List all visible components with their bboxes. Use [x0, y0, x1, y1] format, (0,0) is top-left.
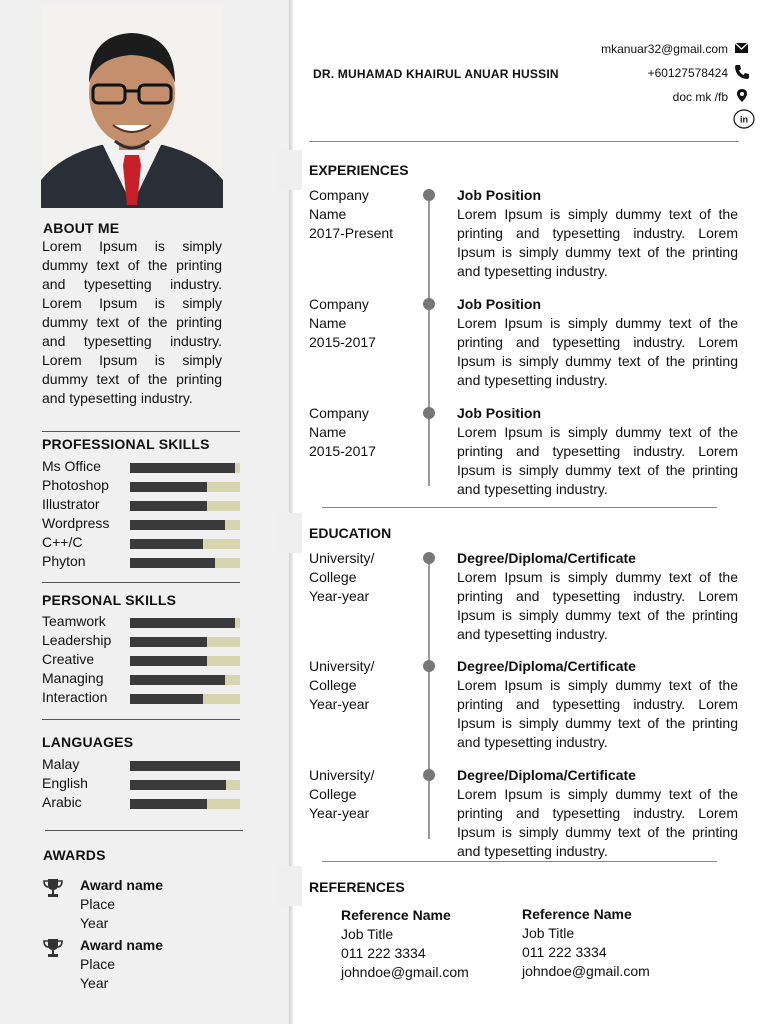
candidate-name: DR. MUHAMAD KHAIRUL ANUAR HUSSIN — [313, 67, 559, 81]
education-school: University/ — [309, 658, 375, 674]
skill-level-bar — [130, 675, 240, 685]
reference-job-title: Job Title — [341, 926, 394, 942]
profile-photo — [41, 5, 223, 208]
skill-row — [42, 515, 242, 534]
experiences-company2: Name — [309, 206, 347, 222]
award-place: Place — [80, 956, 116, 972]
education-period: Year-year — [309, 588, 370, 604]
divider — [42, 719, 240, 720]
skill-level-fill — [130, 780, 226, 790]
experiences-entry-detail — [457, 404, 738, 499]
skill-level-fill — [130, 463, 235, 473]
linkedin-icon[interactable] — [733, 109, 755, 129]
skill-level-bar — [130, 558, 240, 568]
award-name: Award name — [80, 877, 163, 893]
email-text[interactable]: mkanuar32@gmail.com — [601, 42, 728, 56]
education-period: Year-year — [309, 805, 370, 821]
skill-row — [42, 689, 242, 708]
education-entry-meta — [309, 657, 419, 714]
about-text: Lorem Ipsum is simply dummy text of the printing and typesetting industry. Lorem Ipsum is simply dummy text of the printing and typesetting industry. Lorem Ipsum is simply dummy text of the printing and typesetting industry. — [42, 238, 222, 406]
skill-level-fill — [130, 675, 225, 685]
professional-skills-title: PROFESSIONAL SKILLS — [42, 436, 210, 452]
skill-row — [42, 613, 242, 632]
experiences-entry-meta — [309, 404, 419, 461]
header-divider — [309, 141, 739, 142]
award-year: Year — [80, 975, 109, 991]
skill-level-fill — [130, 656, 207, 666]
skill-row — [42, 458, 242, 477]
divider — [42, 431, 240, 432]
divider — [45, 830, 243, 831]
skill-name: Wordpress — [42, 515, 110, 531]
education-degree: Degree/Diploma/Certificate — [457, 658, 636, 674]
skill-level-bar — [130, 520, 240, 530]
experiences-position: Job Position — [457, 187, 541, 203]
skill-name: Illustrator — [42, 496, 100, 512]
skill-level-fill — [130, 618, 235, 628]
skill-level-fill — [130, 539, 203, 549]
timeline-dot — [423, 407, 435, 419]
education-school2: College — [309, 786, 357, 802]
timeline-dot — [423, 298, 435, 310]
award-place: Place — [80, 896, 116, 912]
experiences-entry-meta — [309, 186, 419, 243]
skill-name: Managing — [42, 670, 104, 686]
skill-name: Creative — [42, 651, 95, 667]
experiences-company2: Name — [309, 424, 347, 440]
skill-row — [42, 794, 242, 813]
experiences-description: Lorem Ipsum is simply dummy text of the printing and typesetting industry. Lorem Ipsum is simply dummy text of the printing and typesetting industry. — [457, 315, 738, 388]
education-entry-meta — [309, 549, 419, 606]
skill-name: Leadership — [42, 632, 112, 648]
experience-timeline — [428, 193, 430, 486]
skill-level-fill — [130, 501, 207, 511]
skill-level-bar — [130, 761, 240, 771]
skill-name: Teamwork — [42, 613, 106, 629]
skill-name: Ms Office — [42, 458, 101, 474]
experiences-description: Lorem Ipsum is simply dummy text of the printing and typesetting industry. Lorem Ipsum is simply dummy text of the printing and typesetting industry. — [457, 424, 738, 497]
experiences-period: 2015-2017 — [309, 334, 376, 350]
skill-name: Malay — [42, 756, 80, 772]
award-name: Award name — [80, 937, 163, 953]
skill-level-fill — [130, 482, 207, 492]
experiences-period: 2015-2017 — [309, 443, 376, 459]
experiences-company: Company — [309, 405, 369, 421]
reference-name: Reference Name — [522, 906, 632, 922]
experiences-entry-detail — [457, 186, 738, 281]
experiences-period: 2017-Present — [309, 225, 394, 241]
experiences-description: Lorem Ipsum is simply dummy text of the printing and typesetting industry. Lorem Ipsum is simply dummy text of the printing and typesetting industry. — [457, 206, 738, 279]
section-tab — [276, 150, 302, 190]
skill-level-bar — [130, 463, 240, 473]
reference-phone: 011 222 3334 — [522, 944, 607, 960]
divider — [42, 582, 240, 583]
experiences-company: Company — [309, 296, 369, 312]
education-school2: College — [309, 677, 357, 693]
envelope-icon — [734, 40, 750, 56]
skill-name: Phyton — [42, 553, 86, 569]
skill-level-fill — [130, 637, 207, 647]
personal-skills-title: PERSONAL SKILLS — [42, 592, 177, 608]
location-text[interactable]: doc mk /fb — [672, 90, 728, 104]
skill-row — [42, 670, 242, 689]
skill-level-fill — [130, 520, 225, 530]
education-school: University/ — [309, 550, 375, 566]
skill-level-bar — [130, 482, 240, 492]
skill-level-fill — [130, 799, 207, 809]
skill-name: English — [42, 775, 88, 791]
skill-row — [42, 477, 242, 496]
education-school: University/ — [309, 767, 375, 783]
education-title: EDUCATION — [309, 525, 392, 541]
experiences-position: Job Position — [457, 296, 541, 312]
skill-row — [42, 651, 242, 670]
timeline-dot — [423, 769, 435, 781]
trophy-icon — [42, 937, 64, 959]
skill-row — [42, 632, 242, 651]
section-tab — [276, 866, 302, 906]
skill-level-bar — [130, 656, 240, 666]
award-item — [80, 936, 163, 993]
education-description: Lorem Ipsum is simply dummy text of the printing and typesetting industry. Lorem Ipsum is simply dummy text of the printing and typesetting industry. — [457, 786, 738, 859]
skill-level-bar — [130, 539, 240, 549]
skill-name: C++/C — [42, 534, 83, 550]
experiences-company2: Name — [309, 315, 347, 331]
skill-level-bar — [130, 501, 240, 511]
skill-level-fill — [130, 694, 203, 704]
reference-item — [341, 906, 469, 982]
skill-name: Arabic — [42, 794, 82, 810]
experiences-title: EXPERIENCES — [309, 162, 409, 178]
education-school2: College — [309, 569, 357, 585]
experiences-company: Company — [309, 187, 369, 203]
timeline-dot — [423, 189, 435, 201]
education-description: Lorem Ipsum is simply dummy text of the printing and typesetting industry. Lorem Ipsum is simply dummy text of the printing and typesetting industry. — [457, 677, 738, 750]
timeline-dot — [423, 660, 435, 672]
skill-name: Photoshop — [42, 477, 109, 493]
about-title: ABOUT ME — [43, 220, 120, 236]
reference-job-title: Job Title — [522, 925, 575, 941]
education-degree: Degree/Diploma/Certificate — [457, 550, 636, 566]
skill-name: Interaction — [42, 689, 108, 705]
experiences-entry-meta — [309, 295, 419, 352]
languages-title: LANGUAGES — [42, 734, 134, 750]
education-period: Year-year — [309, 696, 370, 712]
skill-row — [42, 496, 242, 515]
reference-email[interactable]: johndoe@gmail.com — [522, 963, 650, 979]
education-degree: Degree/Diploma/Certificate — [457, 767, 636, 783]
reference-name: Reference Name — [341, 907, 451, 923]
skill-level-bar — [130, 637, 240, 647]
awards-title: AWARDS — [43, 847, 106, 863]
section-tab — [276, 513, 302, 553]
timeline-dot — [423, 552, 435, 564]
award-item — [80, 876, 163, 933]
location-pin-icon — [734, 88, 750, 104]
skill-level-fill — [130, 558, 215, 568]
education-description: Lorem Ipsum is simply dummy text of the printing and typesetting industry. Lorem Ipsum is simply dummy text of the printing and typesetting industry. — [457, 569, 738, 642]
skill-level-bar — [130, 780, 240, 790]
education-entry-detail — [457, 549, 738, 644]
skill-row — [42, 534, 242, 553]
references-title: REFERENCES — [309, 879, 405, 895]
reference-phone: 011 222 3334 — [341, 945, 426, 961]
experiences-entry-detail — [457, 295, 738, 390]
skill-level-fill — [130, 761, 240, 771]
education-entry-detail — [457, 657, 738, 752]
skill-row — [42, 756, 242, 775]
education-entry-detail — [457, 766, 738, 861]
section-divider — [322, 507, 717, 508]
experiences-position: Job Position — [457, 405, 541, 421]
reference-item — [522, 905, 650, 981]
award-year: Year — [80, 915, 109, 931]
trophy-icon — [42, 877, 64, 899]
skill-row — [42, 775, 242, 794]
skill-level-bar — [130, 618, 240, 628]
skill-level-bar — [130, 799, 240, 809]
reference-email[interactable]: johndoe@gmail.com — [341, 964, 469, 980]
section-divider — [322, 861, 717, 862]
phone-icon — [734, 64, 750, 80]
skill-level-bar — [130, 694, 240, 704]
education-timeline — [428, 556, 430, 839]
phone-text[interactable]: +60127578424 — [647, 66, 728, 80]
svg-text:in: in — [740, 114, 748, 125]
skill-row — [42, 553, 242, 572]
education-entry-meta — [309, 766, 419, 823]
